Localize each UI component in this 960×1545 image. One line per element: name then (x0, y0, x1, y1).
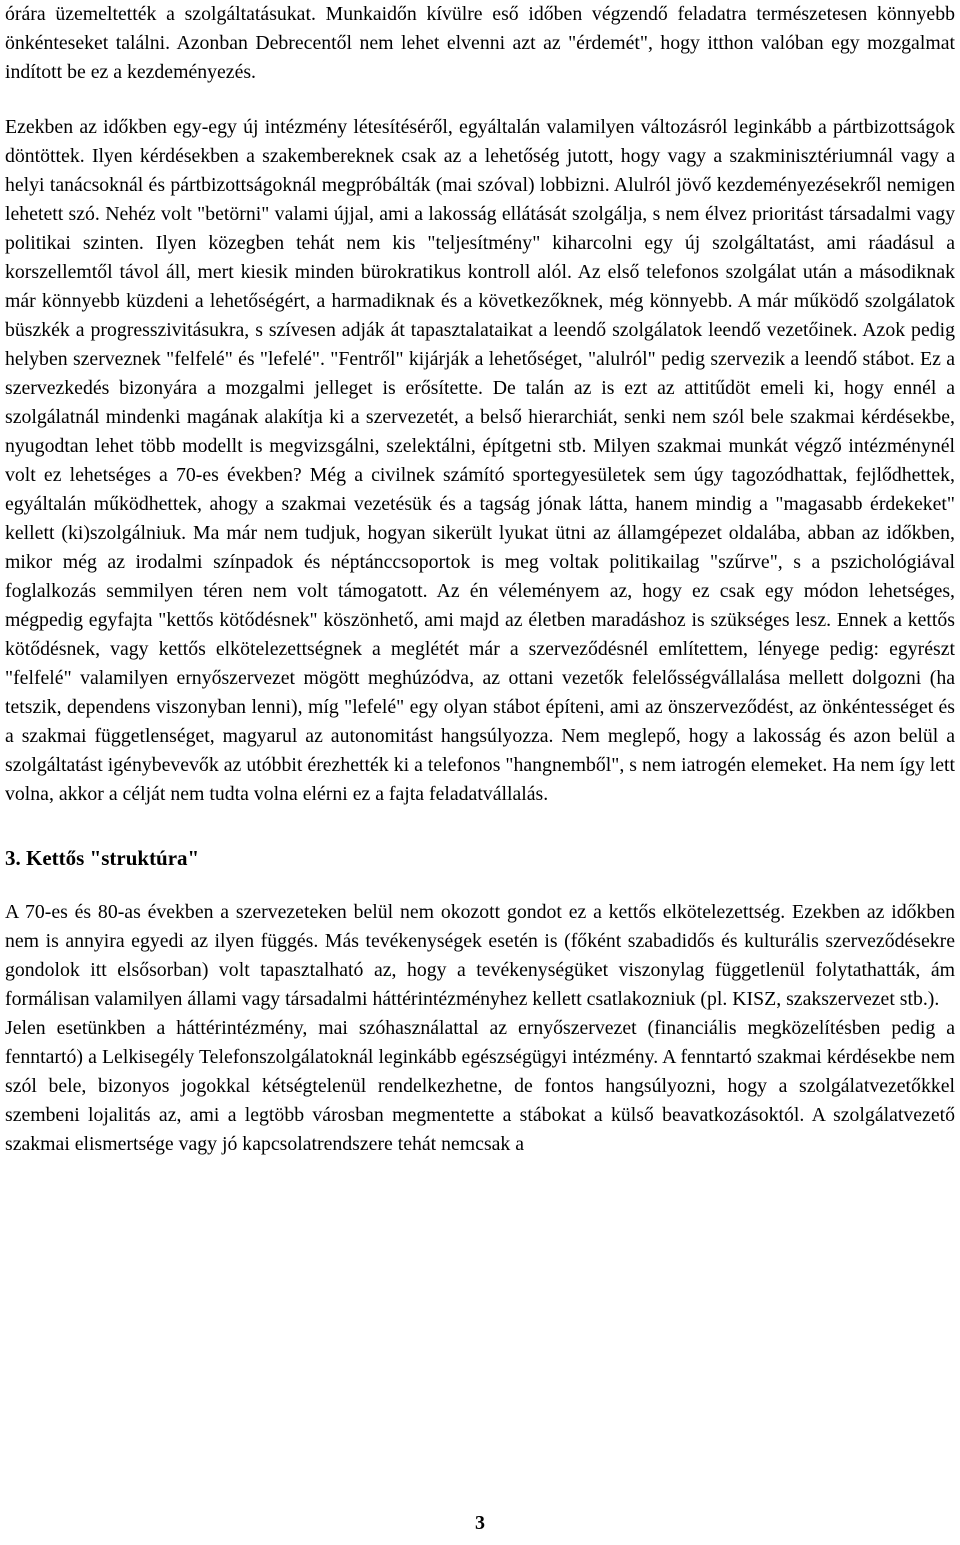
paragraph: Jelen esetünkben a háttérintézmény, mai szóhasználattal az ernyőszervezet (financiális megközelítésben pedig a fenntartó) a Lelkisegély Telefonszolgálatoknál leginkább egészségügyi intézmény. A fenntartó szakmai kérdésekbe nem szól bele, bizonyos jogokkal kétségtelenül rendelkezhetne, de fontos hangsúlyozni, hogy a szolgálatvezetőkkel szembeni lojalitás az, ami a legtöbb városban megmentette a stábokat a külső beavatkozásoktól. A szolgálatvezető szakmai elismertsége vagy jó kapcsolatrendszere tehát nemcsak a (5, 1017, 955, 1155)
paragraph: órára üzemeltették a szolgáltatásukat. Munkaidőn kívülre eső időben végzendő feladatra természetesen könnyebb önkénteseket találni. Azonban Debrecentől nem lehet elvenni azt az "érdemét", hogy itthon valóban egy mozgalmat indított be ez a kezdeményezés. (5, 3, 955, 83)
paragraph: Ezekben az időkben egy-egy új intézmény létesítéséről, egyáltalán valamilyen változásról leginkább a pártbizottságok döntöttek. Ilyen kérdésekben a szakembereknek csak az a lehetőség jutott, hogy vagy a szakminisztériumnál vagy a helyi tanácsoknál és pártbizottságoknál megpróbálták (mai szóval) lobbizni. Alulról jövő kezdeményezésekről nemigen lehetett szó. Nehéz volt "betörni" valami újjal, ami a lakosság ellátását szolgálja, s nem élvez prioritást társadalmi vagy politikai szinten. Ilyen közegben tehát nem kis "teljesítmény" kiharcolni egy új szolgáltatást, ami ráadásul a korszellemtől távol áll, mert kiesik minden bürokratikus kontroll alól. Az első telefonos szolgálat után a másodiknak már könnyebb küzdeni a lehetőségért, a harmadiknak és a következőknek, még könnyebb. A már működő szolgálatok büszkék a progresszivitásukra, s szívesen adják át tapasztalataikat a leendő szolgálatok leendő vezetőinek. Azok pedig helyben szerveznek "felfelé" és "lefelé". "Fentről" kijárják a lehetőséget, "alulról" pedig szervezik a leendő stábot. Ez a szervezkedés bizonyára a mozgalmi jelleget is erősítette. De talán az is ezt az attitűdöt emeli ki, hogy ennél a szolgálatnál mindenki magának alakítja ki a szervezetét, a belső hierarchiát, senki nem szól bele szakmai kérdésekbe, nyugodtan lehet több modellt is megvizsgálni, szelektálni, építgetni stb. Milyen szakmai munkát végző intézménynél volt ez lehetséges a 70-es években? Még a civilnek számító sportegyesületek sem úgy tagozódhattak, fejlődhettek, egyáltalán működhettek, ahogy a szakmai vezetésük és a tagság jónak látta, hanem mindig a "magasabb érdekeket" kellett (ki)szolgálniuk. Ma már nem tudjuk, hogyan sikerült lyukat ütni az államgépezet oldalába, abban az időkben, mikor még az irodalmi színpadok és néptánccsoportok is meg voltak politikailag "szűrve", s a pszichológiával foglalkozás semmilyen téren nem volt támogatott. Az én véleményem az, hogy ez csak egy módon lehetséges, mégpedig egyfajta "kettős kötődésnek" köszönhető, ami majd az életben maradáshoz is szükséges lesz. Ennek a kettős kötődésnek, vagy kettős elkötelezettségnek a meglétét már a szerveződésnél említettem, lényege pedig: egyrészt "felfelé" valamilyen ernyőszervezet mögött meghúzódva, az ottani vezetők felelősségvállalása mellett dolgozni (ha tetszik, dependens viszonyban lenni), míg "lefelé" egy olyan stábot építeni, ami az önszerveződést, az önkéntességet és a szakmai függetlenséget, magyarul az autonomitást hangsúlyozza. Nem meglepő, hogy a lakosság és azon belül a szolgáltatást igénybevevők az utóbbit érezhették ki a telefonos "hangnemből", s nem iatrogén elemeket. Ha nem így lett volna, akkor a célját nem tudta volna elérni ez a fajta feladatvállalás. (5, 116, 955, 805)
section-heading: 3. Kettős "struktúra" (5, 846, 200, 870)
page-number: 3 (475, 1512, 485, 1534)
document-page (5, 0, 955, 1159)
paragraph: A 70-es és 80-as években a szervezeteken belül nem okozott gondot ez a kettős elkötelezettség. Ezekben az időkben nem is annyira egyedi az ilyen függés. Más tevékenységek esetén is (főként szabadidős és kulturális szerveződésekre gondolok itt elsősorban) volt tapasztalható az, hogy a tevékenységüket viszonylag függetlenül folytathatták, ám formálisan valamilyen állami vagy társadalmi háttérintézményhez kellett csatlakozniuk (pl. KISZ, szakszervezet stb.). (5, 901, 955, 1010)
